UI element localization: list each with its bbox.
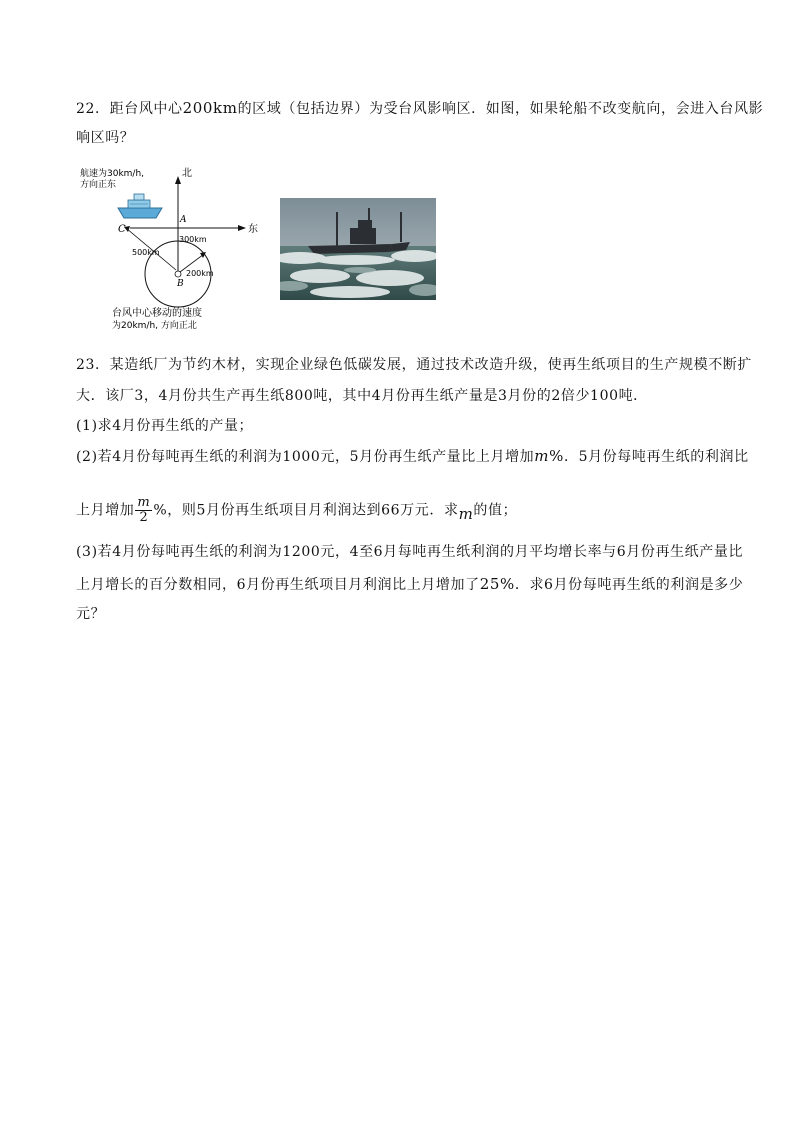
north-label: 北 — [182, 168, 192, 179]
q23-part2-line2 — [76, 496, 517, 525]
q23-part2-text-b: ．5月份每吨再生纸的利润比 — [563, 449, 749, 465]
typhoon-diagram — [72, 162, 262, 334]
q23-part2-text-c: 上月增加 — [76, 502, 135, 519]
q23-part1: (1)求4月份再生纸的产量； — [76, 418, 254, 434]
ship-speed-label-1: 航速为30km/h, — [80, 169, 145, 179]
q23-part2-text-d: %，则5月份再生纸项目月利润达到66万元．求 — [153, 502, 459, 519]
q23-part3-text-b: 上月增长的百分数相同，6月份再生纸项目月利润比上月增加了 — [76, 577, 480, 593]
fraction-numerator: m — [137, 495, 151, 510]
q22-line1 — [76, 98, 763, 119]
q22-distance: 200km — [182, 99, 238, 117]
q23-part3-text-c: ．求6月份每吨再生纸的利润是多少 — [514, 577, 744, 593]
q22-line2: 响区吗？ — [76, 130, 135, 146]
fraction-denominator: 2 — [139, 510, 149, 525]
q23-part2-var-m: m — [534, 447, 550, 465]
ship-speed-label-2: 方向正东 — [80, 180, 117, 190]
point-a-label: A — [180, 215, 187, 225]
distance-ab-label: 300km — [179, 235, 207, 244]
storm-ship-photo — [280, 198, 436, 300]
q23-part3-line1: (3)若4月份每吨再生纸的利润为1200元，4至6月每吨再生纸利润的月平均增长率与6月份再生纸产量比 — [76, 544, 744, 560]
q23-part2-var-m2: m — [458, 504, 474, 523]
distance-cb-label: 500km — [132, 248, 160, 257]
typhoon-speed-label-2: 为20km/h, 方向正北 — [112, 321, 197, 331]
q23-part3-line2 — [76, 574, 743, 595]
q23-part3-percent: 25% — [479, 575, 515, 593]
east-label: 东 — [248, 224, 258, 235]
point-c-label: C — [118, 224, 126, 235]
q23-part2-percent: % — [549, 447, 564, 465]
q23-part2-line1 — [76, 446, 749, 467]
q22-prefix: 22．距台风中心 — [76, 101, 183, 117]
radius-label: 200km — [186, 269, 214, 278]
m-over-2-fraction — [135, 496, 152, 525]
typhoon-speed-label-1: 台风中心移动的速度 — [112, 308, 202, 319]
q23-part2-text-a: (2)若4月份每吨再生纸的利润为1000元，5月份再生纸产量比上月增加 — [76, 449, 535, 465]
q22-suffix: 的区域（包括边界）为受台风影响区．如图，如果轮船不改变航向，会进入台风影 — [237, 101, 764, 117]
q23-part3-line3: 元？ — [76, 606, 106, 622]
ship-icon — [118, 194, 162, 218]
q23-line2: 大．该厂3，4月份共生产再生纸800吨，其中4月份再生纸产量是3月份的2倍少100吨． — [76, 388, 648, 404]
q23-line1: 23．某造纸厂为节约木材，实现企业绿色低碳发展，通过技术改造升级，使再生纸项目的生产规模不断扩 — [76, 357, 753, 373]
point-b-label: B — [177, 279, 184, 289]
q23-part2-text-e: 的值； — [473, 502, 518, 519]
